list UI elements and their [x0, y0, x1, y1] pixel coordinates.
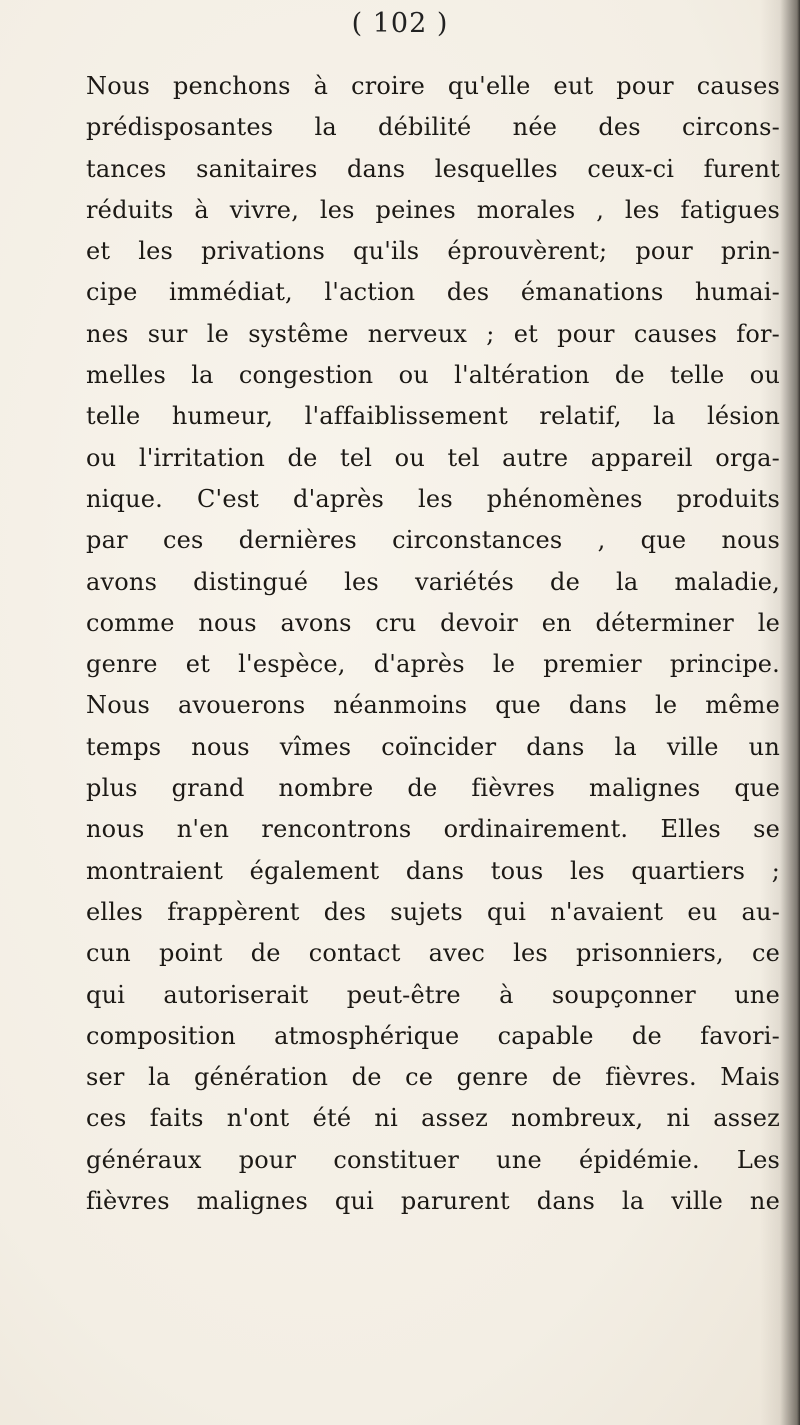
text-line: ou l'irritation de tel ou tel autre appareil orga-: [86, 443, 780, 472]
text-line: genre et l'espèce, d'après le premier principe.: [86, 650, 780, 679]
text-line: réduits à vivre, les peines morales , les fatigues: [86, 195, 780, 224]
text-line: fièvres malignes qui parurent dans la ville ne: [86, 1187, 780, 1216]
text-line: et les privations qu'ils éprouvèrent; pour prin-: [86, 237, 780, 266]
text-line: Nous penchons à croire qu'elle eut pour causes: [86, 72, 780, 100]
text-line: elles frappèrent des sujets qui n'avaient eu au-: [86, 897, 780, 926]
text-line: ces faits n'ont été ni assez nombreux, ni assez: [86, 1104, 780, 1133]
text-line: comme nous avons cru devoir en déterminer le: [86, 608, 780, 637]
text-line: melles la congestion ou l'altération de telle ou: [86, 361, 780, 390]
text-line: cun point de contact avec les prisonniers, ce: [86, 939, 780, 968]
text-line: nous n'en rencontrons ordinairement. Elles se: [86, 815, 780, 844]
text-line: prédisposantes la débilité née des circons-: [86, 113, 780, 142]
text-line: telle humeur, l'affaiblissement relatif, la lésion: [86, 402, 780, 431]
text-line: par ces dernières circonstances , que nous: [86, 526, 780, 555]
text-line: ser la génération de ce genre de fièvres. Mais: [86, 1063, 780, 1092]
text-line: cipe immédiat, l'action des émanations humai-: [86, 278, 780, 307]
text-line: montraient également dans tous les quartiers ;: [86, 856, 780, 885]
page-number: ( 102 ): [351, 8, 449, 39]
text-line: avons distingué les variétés de la maladie,: [86, 567, 780, 596]
text-line: généraux pour constituer une épidémie. Les: [86, 1145, 780, 1174]
text-line: qui autoriserait peut-être à soupçonner une: [86, 980, 780, 1009]
body-text: [86, 66, 780, 1222]
text-line: tances sanitaires dans lesquelles ceux-ci furent: [86, 154, 780, 183]
text-line: temps nous vîmes coïncider dans la ville un: [86, 732, 780, 761]
text-line: plus grand nombre de fièvres malignes que: [86, 774, 780, 803]
text-line: nique. C'est d'après les phénomènes produits: [86, 484, 780, 513]
text-line: nes sur le systême nerveux ; et pour causes for-: [86, 319, 780, 348]
text-line: Nous avouerons néanmoins que dans le même: [86, 691, 780, 720]
text-line: composition atmosphérique capable de favori-: [86, 1021, 780, 1050]
